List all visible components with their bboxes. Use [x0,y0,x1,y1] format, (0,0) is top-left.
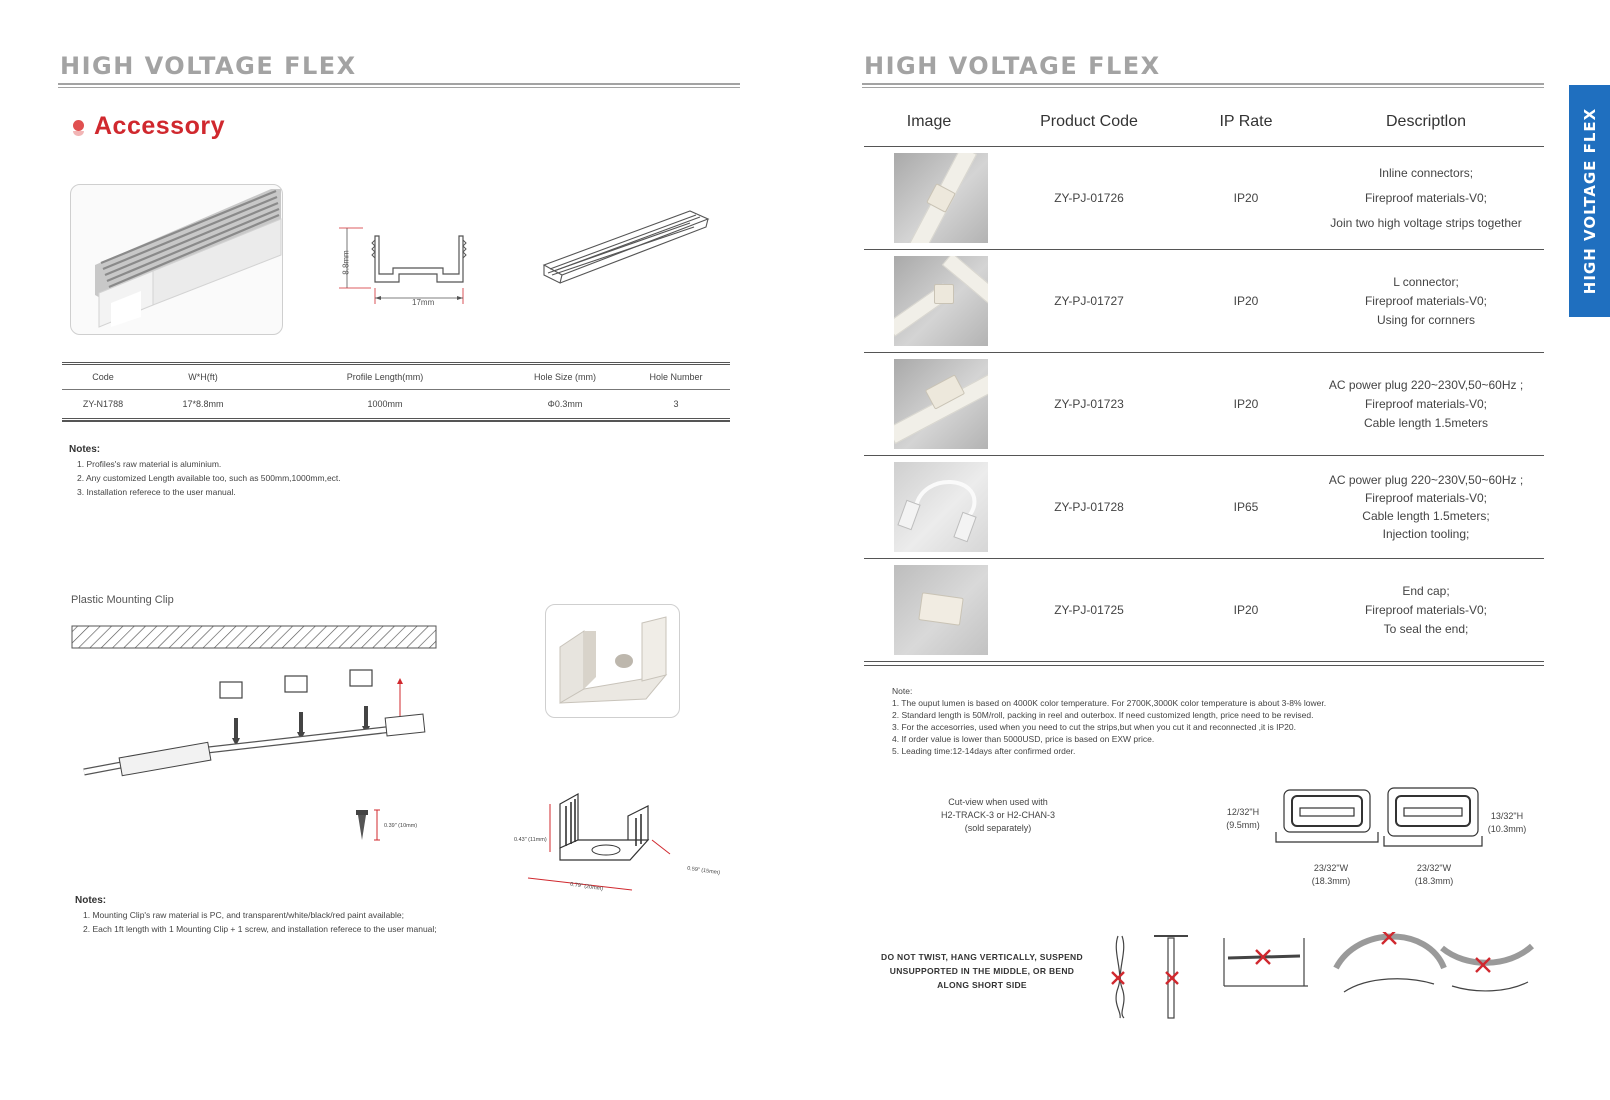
product-table-header [864,98,1544,146]
note-item: 2. Each 1ft length with 1 Mounting Clip + 1 screw, and installation referece to the user manual; [83,924,437,934]
note-item: 1. Profiles's raw material is aluminium. [77,459,222,469]
table-row [864,558,1544,661]
description [1308,471,1544,543]
ip-rate: IP20 [1233,603,1259,617]
spec-header-code: Code [92,372,114,382]
description-line: Fireproof materials-V0; [1364,396,1488,411]
spec-cell-code: ZY-N1788 [82,399,124,409]
note-item: 5. Leading time:12-14days after confirmed order. [892,746,1076,756]
width-dimension-label: 17mm [412,298,435,307]
product-code: ZY-PJ-01725 [1054,603,1124,617]
spec-header-hole-size: Hole Size (mm) [533,372,596,382]
note-item: 3. For the accesorries, used when you need to cut the strips,but when you cut it and reconnected ,it is IP20. [892,722,1296,732]
note-title: Note: [892,686,913,696]
clip-depth-label: 0.59" (15mm) [686,865,721,877]
handling-warning-diagrams [1108,932,1548,1020]
table-row [864,352,1544,455]
note-item: 1. The ouput lumen is based on 4000K color temperature. For 2700K,3000K color temperature is about 3-8% lower. [892,698,1327,708]
description-line: Inline connectors; [1378,165,1474,180]
width-label-1 [1301,862,1361,888]
dim-line: 23/32"W [1416,863,1452,873]
description-line: End cap; [1402,583,1450,598]
ip-rate: IP20 [1233,294,1259,308]
l-connector-photo [894,256,988,346]
header-image: Image [906,113,952,130]
note-item: 1. Mounting Clip's raw material is PC, and transparent/white/black/red paint available; [83,910,405,920]
description [1308,161,1544,236]
note-item: 2. Any customized Length available too, such as 500mm,1000mm,ect. [77,473,341,483]
description-line: To seal the end; [1383,621,1469,636]
notes-title: Notes: [69,444,101,455]
right-notes [892,685,1326,757]
caption-line: H2-TRACK-3 or H2-CHAN-3 [940,810,1056,820]
spec-cell-hole-size: Φ0.3mm [547,399,583,409]
description-line: Cable length 1.5meters [1363,415,1489,430]
description-line: Cable length 1.5meters; [1362,509,1490,523]
power-plug-photo [894,359,988,449]
dim-line: 23/32"W [1313,863,1349,873]
handling-warning [864,950,1100,992]
screw-dim-label: 0.39" (10mm) [384,823,418,829]
cutview-diagram [1270,786,1490,856]
note-item: 2. Standard length is 50M/roll, packing in reel and outerbox. If need customized length, price need to be revised. [892,710,1314,720]
table-row [864,455,1544,558]
side-tab [1569,85,1610,317]
dim-line: (18.3mm) [1414,876,1454,886]
description-line: Using for cornners [1376,312,1476,327]
spec-cell-wh: 17*8.8mm [182,399,224,409]
dim-line: (10.3mm) [1487,824,1527,834]
spec-header-wh: W*H(ft) [188,372,218,382]
dim-line: 12/32"H [1226,807,1260,817]
description-line: Injection tooling; [1382,527,1470,541]
row-image-cell [864,462,994,552]
description-line: Join two high voltage strips together [1330,215,1522,230]
caption-line: (sold separately) [964,823,1032,833]
table-row [864,146,1544,249]
spec-cell-length: 1000mm [367,399,403,409]
product-code: ZY-PJ-01723 [1054,397,1124,411]
note-item: 4. If order value is lower than 5000USD, price is based on EXW price. [892,734,1155,744]
spec-header-hole-number: Hole Number [649,372,703,382]
description-line: Fireproof materials-V0; [1364,602,1488,617]
product-code: ZY-PJ-01727 [1054,294,1124,308]
ip-rate: IP20 [1233,397,1259,411]
right-header-rule [862,83,1544,88]
warning-line: DO NOT TWIST, HANG VERTICALLY, SUSPEND [881,952,1083,962]
right-header: HIGH VOLTAGE FLEX [864,52,1161,80]
product-table [864,98,1544,666]
row-image-cell [864,256,994,346]
inline-connector-photo [894,153,988,243]
ip-rate: IP65 [1233,500,1259,514]
spec-cell-hole-number: 3 [673,399,679,409]
description [1308,376,1544,433]
header-description: Descriptlon [1385,113,1467,130]
description-line: Fireproof materials-V0; [1364,293,1488,308]
description [1308,582,1544,639]
clip-height-label: 0.43" (11mm) [514,837,547,843]
dim-line: (18.3mm) [1311,876,1351,886]
cutview-caption [928,796,1068,835]
dim-line: 13/32"H [1490,811,1524,821]
clip-width-label: 0.79" (20mm) [569,881,604,893]
description-line: Fireproof materials-V0; [1364,190,1488,205]
left-header: HIGH VOLTAGE FLEX [60,52,357,80]
dim-line: (9.5mm) [1226,820,1260,830]
left-height-label [1218,806,1268,832]
notes-title: Notes: [75,895,107,906]
row-image-cell [864,153,994,243]
table-row [864,249,1544,352]
row-image-cell [864,359,994,449]
product-code: ZY-PJ-01728 [1054,500,1124,514]
header-product-code: Product Code [1040,113,1138,130]
height-dimension-label: 8.8mm [341,250,351,275]
description-line: Fireproof materials-V0; [1364,491,1488,505]
width-label-2 [1404,862,1464,888]
row-image-cell [864,565,994,655]
cable-plug-photo [894,462,988,552]
product-table-bottom-rule [864,661,1544,666]
header-ip-rate: IP Rate [1219,113,1273,130]
description [1308,273,1544,330]
spec-header-length: Profile Length(mm) [346,372,424,382]
note-item: 3. Installation referece to the user manual. [77,487,236,497]
clip-label: Plastic Mounting Clip [71,594,174,606]
cable-plug-image [894,462,988,552]
description-line: AC power plug 220~230V,50~60Hz ; [1328,473,1524,487]
product-code: ZY-PJ-01726 [1054,191,1124,205]
end-cap-photo [894,565,988,655]
description-line: L connector; [1393,274,1459,289]
warning-line: ALONG SHORT SIDE [937,980,1027,990]
description-line: AC power plug 220~230V,50~60Hz ; [1328,377,1524,392]
ip-rate: IP20 [1233,191,1259,205]
section-title: Accessory [94,112,225,140]
caption-line: Cut-view when used with [948,797,1048,807]
side-tab-label: HIGH VOLTAGE FLEX [1580,107,1599,295]
warning-line: UNSUPPORTED IN THE MIDDLE, OR BEND [889,966,1075,976]
